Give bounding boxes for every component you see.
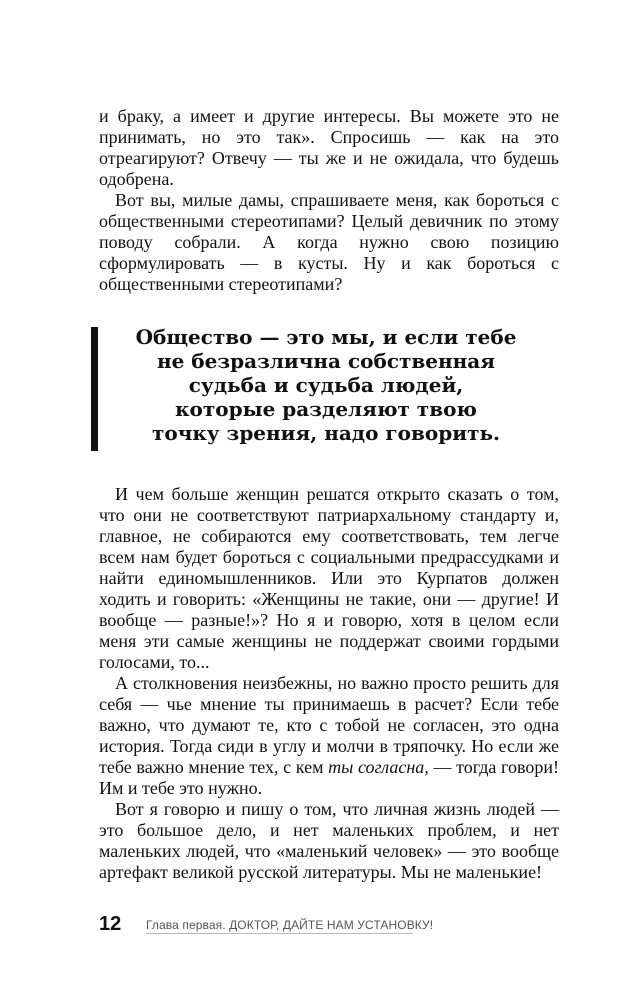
page-footer (99, 912, 559, 936)
paragraph-conflicts-start: А столкновения неизбежны, но важно просто решить для себя — чье мнение ты принимаешь в расчет? Если тебе важно, что думают те, кто с тобой не согласен, это одна история. Тогда сиди в углу и молчи в тряпочку. Но если же тебе важно мнение тех, с кем (99, 673, 559, 777)
paragraph-conflicts (99, 673, 559, 799)
pull-quote-line: точку зрения, надо говорить. (151, 421, 501, 445)
pull-quote (116, 325, 536, 445)
top-text-block (99, 106, 559, 295)
footer-underline (146, 933, 413, 934)
pull-quote-line: не безразлична собственная (156, 349, 496, 373)
pull-quote-line: судьба и судьба людей, (188, 373, 464, 397)
page-number: 12 (99, 913, 122, 935)
pull-quote-line: которые разделяют твою (175, 397, 477, 421)
running-chapter-title: Глава первая. ДОКТОР, ДАЙТЕ НАМ УСТАНОВКУ! (146, 918, 434, 932)
paragraph-conflicts-end: — тогда говори! Им и тебе это нужно. (99, 757, 559, 798)
paragraph-stereotypes: Вот вы, милые дамы, спрашиваете меня, как бороться с общественными стереотипами? Целый девичник по этому поводу собрали. А когда нужно свою позицию сформулировать — в кусты. Ну и как бороться с общественными стереотипами? (99, 190, 559, 294)
pull-quote-bar (91, 327, 98, 451)
paragraph-women: И чем больше женщин решатся открыто сказать о том, что они не соответствуют патриархальному стандарту и, главное, не собираются ему соответствовать, тем легче всем нам будет бороться с социальными предрассудками и найти единомышленников. Или это Курпатов должен ходить и говорить: «Женщины не такие, они — другие! И вообще — разные!»? Но я и говорю, хотя в целом если меня эти самые женщины не поддержат своими гордыми голосами, то... (99, 484, 559, 672)
pull-quote-line: Общество — это мы, и если тебе (135, 325, 517, 349)
emphasis-text: ты согласна, (328, 757, 429, 777)
bottom-text-block (99, 484, 559, 883)
paragraph-personal-life: Вот я говорю и пишу о том, что личная жизнь людей — это большое дело, и нет маленьких проблем, и нет маленьких людей, что «маленький человек» — это вообще артефакт великой русской литературы. Мы не маленькие! (99, 799, 559, 882)
paragraph-continued: и браку, а имеет и другие интересы. Вы можете это не принимать, но это так». Спросишь — как на это отреагируют? Отвечу — ты же и не ожидала, что будешь одобрена. (99, 106, 559, 189)
